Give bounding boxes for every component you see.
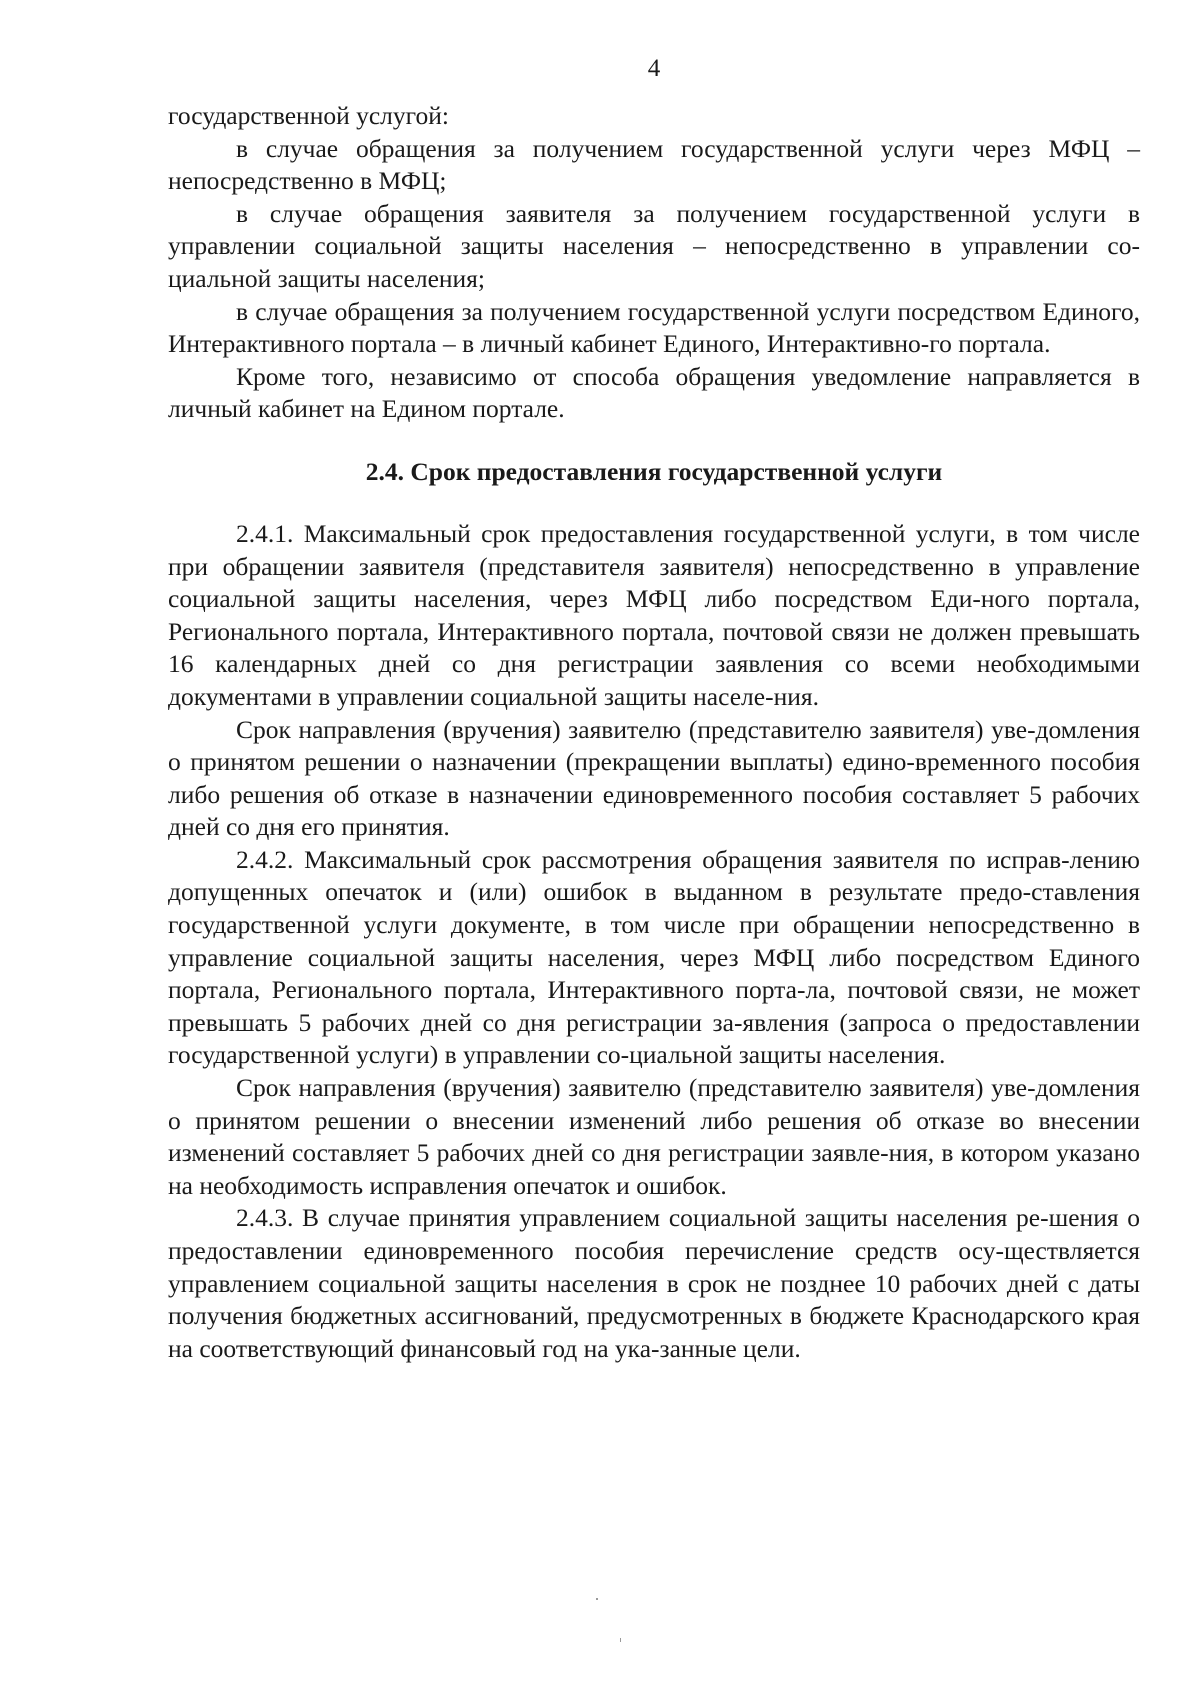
intro-paragraph-1: государственной услугой:: [168, 101, 449, 130]
section-paragraph-1: 2.4.1. Максимальный срок предоставления государственной услуги, в том числе при обращении заявителя (представителя заявителя) непосредственно в управление социальной защиты населения, через МФЦ либо посредством Еди-ного портала, Регионального портала, Интерактивного портала, почтовой связи не должен превышать 16 календарных дней со дня регистрации заявления со всеми необходимыми документами в управлении социальной защиты населе-ния.: [168, 518, 1140, 711]
intro-paragraph-3: в случае обращения заявителя за получением государственной услуги в управлении социальной защиты населения – непосредственно в управлении со-циальной защиты населения;: [168, 198, 1140, 293]
page-number: 4: [647, 55, 661, 82]
intro-paragraph-5: Кроме того, независимо от способа обращения уведомление направляется в личный кабинет на Едином портале.: [168, 361, 1140, 424]
section-heading: 2.4. Срок предоставления государственной услуги: [365, 456, 943, 486]
section-paragraph-3: 2.4.2. Максимальный срок рассмотрения обращения заявителя по исправ-лению допущенных опечаток и (или) ошибок в выданном в результате предо-ставления государственной услуги документе, в том числе при обращении непосредственно в управление социальной защиты населения, через МФЦ либо посредством Единого портала, Регионального портала, Интерактивного порта-ла, почтовой связи, не может превышать 5 рабочих дней со дня регистрации за-явления (запроса о предоставлении государственной услуги) в управлении со-циальной защиты населения.: [168, 844, 1140, 1070]
intro-paragraph-2: в случае обращения за получением государственной услуги через МФЦ – непосредственно в МФЦ;: [168, 133, 1140, 196]
intro-paragraph-4: в случае обращения за получением государственной услуги посредством Единого, Интерактивного портала – в личный кабинет Единого, Интерактивно-го портала.: [168, 296, 1140, 359]
scan-speck: [620, 1638, 621, 1642]
section-paragraph-2: Срок направления (вручения) заявителю (представителю заявителя) уве-домления о принятом решении о назначении (прекращении выплаты) едино-временного пособия либо решения об отказе в назначении единовременного пособия составляет 5 рабочих дней со дня его принятия.: [168, 714, 1140, 842]
scan-speck: [596, 1598, 598, 1600]
section-paragraph-4: Срок направления (вручения) заявителю (представителю заявителя) уве-домления о принятом решении о внесении изменений либо решения об отказе во внесении изменений составляет 5 рабочих дней со дня регистрации заявле-ния, в котором указано на необходимость исправления опечаток и ошибок.: [168, 1073, 1140, 1200]
section-paragraph-5: 2.4.3. В случае принятия управлением социальной защиты населения ре-шения о предоставлении единовременного пособия перечисление средств осу-ществляется управлением социальной защиты населения в срок не позднее 10 рабочих дней с даты получения бюджетных ассигнований, предусмотренных в бюджете Краснодарского края на соответствующий финансовый год на ука-занные цели.: [168, 1203, 1140, 1363]
document-page: [168, 52, 1140, 1652]
